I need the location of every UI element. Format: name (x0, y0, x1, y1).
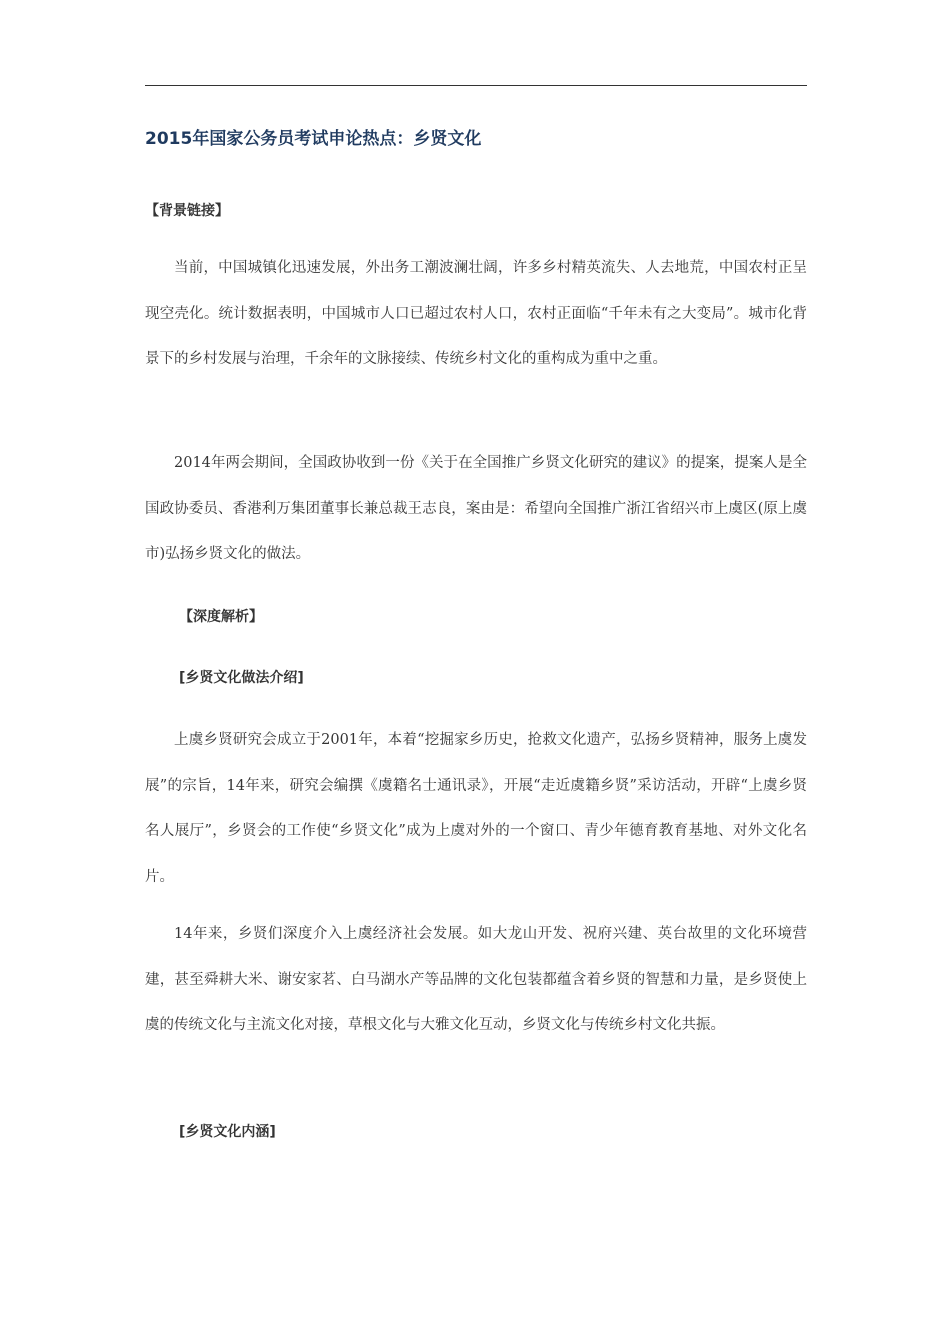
section-heading-background: 【背景链接】 (145, 203, 229, 219)
section-heading-connotation: [乡贤文化内涵] (179, 1124, 276, 1140)
section-heading-practice: [乡贤文化做法介绍] (179, 670, 304, 686)
paragraph-background-2: 2014年两会期间，全国政协收到一份《关于在全国推广乡贤文化研究的建议》的提案，提案人是全国政协委员、香港利万集团董事长兼总裁王志良，案由是：希望向全国推广浙江省绍兴市上虞区(原上虞市)弘扬乡贤文化的做法。 (145, 455, 807, 563)
paragraph-practice-2: 14年来，乡贤们深度介入上虞经济社会发展。如大龙山开发、祝府兴建、英台故里的文化环境营建，甚至舜耕大米、谢安家茗、白马湖水产等品牌的文化包装都蕴含着乡贤的智慧和力量，是乡贤使上虞的传统文化与主流文化对接，草根文化与大雅文化互动，乡贤文化与传统乡村文化共振。 (145, 926, 807, 1034)
section-heading-analysis: 【深度解析】 (179, 609, 263, 625)
paragraph-practice-1: 上虞乡贤研究会成立于2001年，本着“挖掘家乡历史，抢救文化遗产，弘扬乡贤精神，服务上虞发展”的宗旨，14年来，研究会编撰《虞籍名士通讯录》，开展“走近虞籍乡贤”采访活动，开辟“上虞乡贤名人展厅”，乡贤会的工作使“乡贤文化”成为上虞对外的一个窗口、青少年德育教育基地、对外文化名片。 (145, 732, 807, 886)
document-title: 2015年国家公务员考试申论热点：乡贤文化 (145, 129, 482, 149)
header-rule (145, 85, 807, 86)
paragraph-background-1: 当前，中国城镇化迅速发展，外出务工潮波澜壮阔，许多乡村精英流失、人去地荒，中国农村正呈现空壳化。统计数据表明，中国城市人口已超过农村人口，农村正面临“千年未有之大变局”。城市化背景下的乡村发展与治理，千余年的文脉接续、传统乡村文化的重构成为重中之重。 (145, 260, 807, 368)
